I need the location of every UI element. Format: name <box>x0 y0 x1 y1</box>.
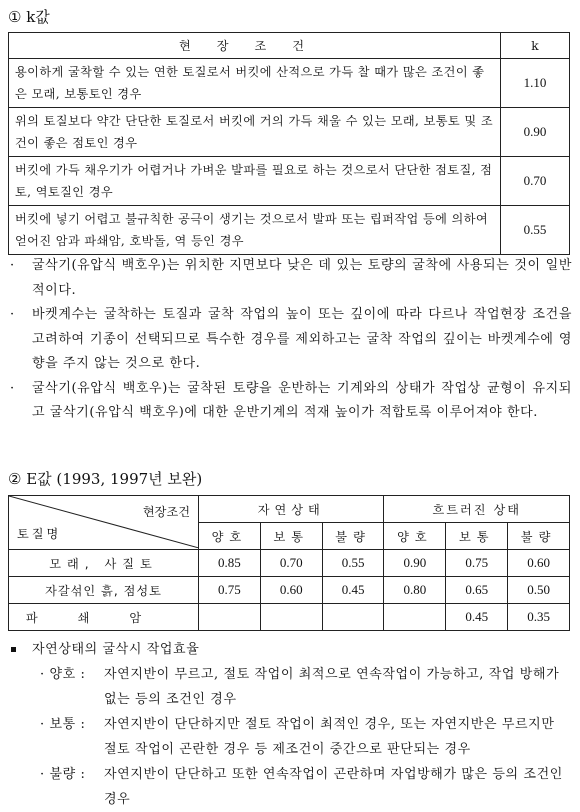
bullet: · <box>10 380 15 396</box>
value-cell: 0.75 <box>446 550 508 577</box>
group-loose: 흐트러진 상태 <box>384 496 570 523</box>
value-cell: 0.60 <box>260 577 322 604</box>
note-text: 굴삭기(유압식 백호우)는 위치한 지면보다 낮은 데 있는 토량의 굴착에 사용되는 것이 일반적이다. <box>32 258 572 298</box>
condition-cell: 용이하게 굴착할 수 있는 연한 토질로서 버킷에 산적으로 가득 찰 때가 많은 조건이 좋은 모래, 보통토인 경우 <box>9 59 501 108</box>
list-item <box>8 762 572 812</box>
table-row <box>9 108 570 157</box>
note-text: 바켓계수는 굴착하는 토질과 굴착 작업의 높이 또는 깊이에 따라 다르나 작업현장 조건을 고려하여 기종이 선택되므로 특수한 경우를 제외하고는 굴착 작업의 깊이는 바켓계수에 영향을 주지 않는 것으로 한다. <box>32 307 572 371</box>
corner-top-label: 현장조건 <box>142 505 190 519</box>
value-cell: 0.45 <box>322 577 384 604</box>
k-cell: 0.70 <box>501 157 570 206</box>
efficiency-text: 자연지반이 단단하지만 절토 작업이 최적인 경우, 또는 자연지반은 무르지만 절토 작업이 곤란한 경우 등 제조건이 중간으로 판단되는 경우 <box>104 717 555 757</box>
header-k: k <box>501 33 570 59</box>
value-cell <box>260 604 322 631</box>
value-cell: 0.85 <box>199 550 261 577</box>
efficiency-text: 자연지반이 무르고, 절토 작업이 최적으로 연속작업이 가능하고, 작업 방해가 없는 등의 조건인 경우 <box>104 667 560 707</box>
soil-name: 파쇄암 <box>9 604 199 631</box>
value-cell: 0.55 <box>322 550 384 577</box>
value-cell: 0.45 <box>446 604 508 631</box>
list-item <box>8 254 572 303</box>
table-row <box>9 59 570 108</box>
table-header-row <box>9 496 570 523</box>
sub-header: 양호 <box>199 523 261 550</box>
table-row <box>9 604 570 631</box>
value-cell: 0.90 <box>384 550 446 577</box>
list-item <box>8 303 572 377</box>
sub-header: 보통 <box>446 523 508 550</box>
bullet: · <box>10 307 15 322</box>
value-cell: 0.50 <box>508 577 570 604</box>
table-row <box>9 157 570 206</box>
soil-name: 모래, 사질토 <box>9 550 199 577</box>
list-item <box>8 662 572 712</box>
condition-cell: 버킷에 넣기 어렵고 불규칙한 공극이 생기는 것으로서 발파 또는 립퍼작업 등에 의하여 얻어진 암과 파쇄암, 호박돌, 역 등인 경우 <box>9 206 501 255</box>
sub-header: 보통 <box>260 523 322 550</box>
table-row <box>9 550 570 577</box>
table-header-row <box>9 33 570 59</box>
sub-header: 양호 <box>384 523 446 550</box>
value-cell: 0.65 <box>446 577 508 604</box>
sub-header: 불량 <box>508 523 570 550</box>
e-value-table <box>8 495 570 631</box>
efficiency-heading <box>8 637 572 662</box>
value-cell: 0.35 <box>508 604 570 631</box>
efficiency-text: 자연지반이 단단하고 또한 연속작업이 곤란하며 자업방해가 많은 등의 조건인 경우 <box>104 767 563 807</box>
condition-cell: 위의 토질보다 약간 단단한 토질로서 버킷에 거의 가득 채울 수 있는 모래, 보통토 및 조건이 좋은 점토인 경우 <box>9 108 501 157</box>
efficiency-label: · 보통 : <box>40 717 86 732</box>
bullet: · <box>10 258 15 273</box>
value-cell <box>322 604 384 631</box>
soil-name: 자갈섞인 흙, 점성토 <box>9 577 199 604</box>
condition-cell: 버킷에 가득 채우기가 어렵거나 가벼운 발파를 필요로 하는 것으로서 단단한 점토질, 점토, 역토질인 경우 <box>9 157 501 206</box>
corner-header <box>9 496 199 550</box>
k-cell: 1.10 <box>501 59 570 108</box>
value-cell <box>384 604 446 631</box>
table-row <box>9 577 570 604</box>
k-cell: 0.55 <box>501 206 570 255</box>
square-bullet-icon <box>11 647 16 652</box>
efficiency-label: · 불량 : <box>40 767 86 782</box>
value-cell: 0.75 <box>199 577 261 604</box>
header-condition: 현장조건 <box>9 33 501 59</box>
value-cell <box>199 604 261 631</box>
notes-list <box>8 254 572 426</box>
note-text: 굴삭기(유압식 백호우)는 굴착된 토량을 운반하는 기계와의 상태가 작업상 균형이 유지되고 굴삭기(유압식 백호우)에 대한 운반기계의 적재 높이가 적합토록 이루어져야 한다. <box>32 380 572 420</box>
efficiency-label: · 양호 : <box>40 667 86 682</box>
list-item <box>8 377 572 426</box>
corner-bottom-label: 토질명 <box>17 527 62 541</box>
efficiency-notes <box>8 637 572 812</box>
value-cell: 0.60 <box>508 550 570 577</box>
efficiency-title: 자연상태의 굴삭시 작업효율 <box>32 642 200 657</box>
group-natural: 자연상태 <box>199 496 384 523</box>
section2-title: ② E값 (1993, 1997년 보완) <box>8 470 203 488</box>
list-item <box>8 712 572 762</box>
value-cell: 0.70 <box>260 550 322 577</box>
sub-header: 불량 <box>322 523 384 550</box>
table-row <box>9 206 570 255</box>
value-cell: 0.80 <box>384 577 446 604</box>
section1-title: ① k값 <box>8 8 50 26</box>
k-value-table <box>8 32 570 255</box>
k-cell: 0.90 <box>501 108 570 157</box>
